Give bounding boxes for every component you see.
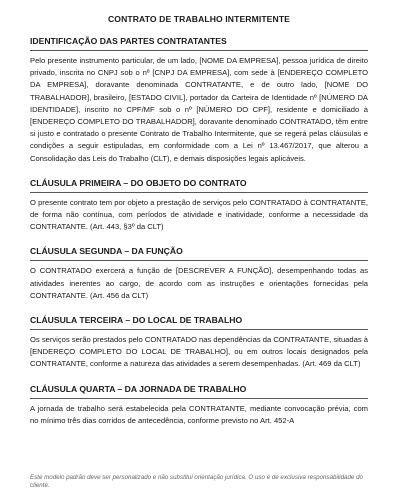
section-heading: CLÁUSULA PRIMEIRA – DO OBJETO DO CONTRATO <box>30 177 247 188</box>
section-body: O presente contrato tem por objeto a prestação de serviços pelo CONTRATADO à CONTRATANTE, de forma não contínua, com períodos de atividade e inatividade, conforme a necessidade da CONTRATANTE. (Art. 443, §3º da CLT) <box>30 197 368 232</box>
section-body: Os serviços serão prestados pelo CONTRATADO nas dependências da CONTRATANTE, situadas à [ENDEREÇO COMPLETO DO LOCAL DE TRABALHO], ou em outros locais designados pela CONTRATANTE, conforme a natureza das atividades a serem desempenhadas. (Art. 469 da CLT) <box>30 335 368 369</box>
section-divider <box>30 398 368 399</box>
section-heading: CLÁUSULA QUARTA – DA JORNADA DE TRABALHO <box>30 383 247 394</box>
section-body: Pelo presente instrumento particular, de um lado, [NOME DA EMPRESA], pessoa jurídica de direito privado, inscrita no CNPJ sob o nº [CNPJ DA EMPRESA], com sede à [ENDEREÇO COMPLETO DA EMPRESA], doravante denominada CONTRATANTE, e de outro lado, [NOME DO TRABALHADOR], brasileiro, [ESTADO CIVIL], portador da Carteira de Identidade nº [NÚMERO DA IDENTIDADE], inscrito no CPF/MF sob o nº [NÚMERO DO CPF], residente e domiciliado à [ENDEREÇO COMPLETO DO TRABALHADOR], doravante denominado CONTRATADO, têm entre si justo e contratado o presente Contrato de Trabalho Intermitente, que se regerá pelas cláusulas e condições a seguir estipuladas, em conformidade com a Lei nº 13.467/2017, que alterou a Consolidação das Leis do Trabalho (CLT), e demais disposições legais aplicáveis. <box>30 56 368 163</box>
section-body: A jornada de trabalho será estabelecida pela CONTRATANTE, mediante convocação prévia, com no mínimo três dias corridos de antecedência, conforme previsto no Art. 452-A <box>30 403 368 425</box>
section-divider <box>30 329 368 330</box>
section-clause-3 <box>30 315 368 371</box>
section-heading: IDENTIFICAÇÃO DAS PARTES CONTRATANTES <box>30 36 227 46</box>
section-divider <box>30 50 368 51</box>
section-identification <box>30 36 368 165</box>
section-clause-4 <box>30 384 368 427</box>
document-title: CONTRATO DE TRABALHO INTERMITENTE <box>107 14 290 24</box>
section-heading: CLÁUSULA TERCEIRA – DO LOCAL DE TRABALHO <box>30 315 243 326</box>
section-clause-1 <box>30 178 368 234</box>
section-divider <box>30 192 368 193</box>
section-clause-2 <box>30 246 368 302</box>
section-body: O CONTRATADO exercerá a função de [DESCREVER A FUNÇÃO], desempenhando todas as atividades inerentes ao cargo, de acordo com as instruções e orientações fornecidas pela CONTRATANTE. (Art. 456 da CLT) <box>30 266 368 300</box>
document-footer-disclaimer: Este modelo padrão deve ser personalizado e não substitui orientação jurídica. O uso é de exclusiva responsabilidade do cliente. <box>30 474 363 489</box>
section-divider <box>30 260 368 261</box>
section-heading: CLÁUSULA SEGUNDA – DA FUNÇÃO <box>30 246 183 257</box>
